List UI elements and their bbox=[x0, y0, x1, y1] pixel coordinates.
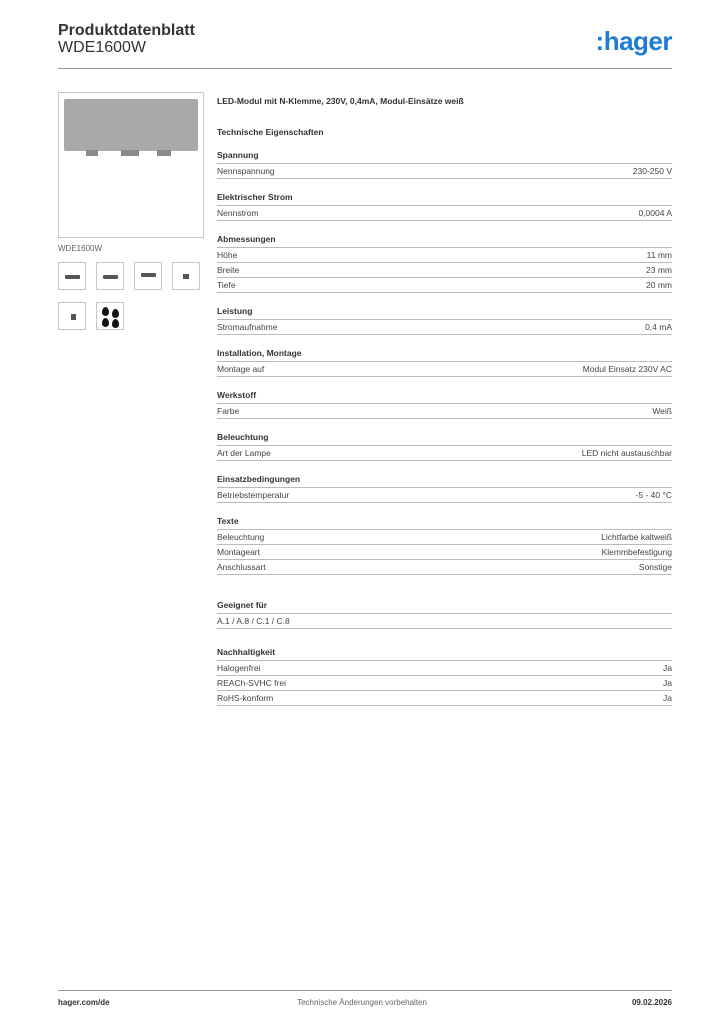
property-row bbox=[217, 248, 672, 263]
property-value: Modul Einsatz 230V AC bbox=[582, 364, 672, 374]
header-divider bbox=[58, 68, 672, 69]
property-label: Höhe bbox=[217, 250, 238, 260]
property-label: Halogenfrei bbox=[217, 663, 261, 673]
footer-date: 09.02.2026 bbox=[631, 998, 672, 1007]
section-title: Installation, Montage bbox=[217, 347, 672, 362]
property-value: 23 mm bbox=[646, 265, 672, 275]
property-row bbox=[217, 676, 672, 691]
property-row bbox=[217, 446, 672, 461]
suitable-value: A.1 / A.8 / C.1 / C.8 bbox=[217, 616, 290, 626]
property-value: 11 mm bbox=[646, 250, 672, 260]
property-row bbox=[217, 362, 672, 377]
product-image[interactable] bbox=[58, 92, 204, 238]
property-label: Betriebstemperatur bbox=[217, 490, 290, 500]
property-value: Klemmbefestigung bbox=[601, 547, 672, 557]
module-tab bbox=[157, 150, 171, 156]
product-description: LED-Modul mit N-Klemme, 230V, 0,4mA, Modul-Einsätze weiß bbox=[217, 96, 464, 106]
property-label: Stromaufnahme bbox=[217, 322, 278, 332]
property-label: Beleuchtung bbox=[217, 532, 265, 542]
section-title: Werkstoff bbox=[217, 389, 672, 404]
section-title: Einsatzbedingungen bbox=[217, 473, 672, 488]
side-view-icon[interactable] bbox=[134, 262, 162, 290]
property-label: RoHS-konform bbox=[217, 693, 274, 703]
property-row bbox=[217, 545, 672, 560]
property-value: Weiß bbox=[652, 406, 672, 416]
property-value: Ja bbox=[663, 678, 672, 688]
suitable-row bbox=[217, 614, 672, 629]
section-title: Spannung bbox=[217, 149, 672, 164]
property-row bbox=[217, 404, 672, 419]
sustainability-title: Nachhaltigkeit bbox=[217, 646, 672, 661]
property-label: Tiefe bbox=[217, 280, 236, 290]
property-row bbox=[217, 488, 672, 503]
top-view-icon[interactable] bbox=[96, 262, 124, 290]
detail-view-icon[interactable] bbox=[172, 262, 200, 290]
section-title: Leistung bbox=[217, 305, 672, 320]
page-title: Produktdatenblatt bbox=[58, 22, 195, 39]
property-label: REACh-SVHC frei bbox=[217, 678, 286, 688]
hager-logo[interactable]: :hager bbox=[595, 26, 672, 56]
sustainability-rows bbox=[217, 661, 672, 706]
property-value: Ja bbox=[663, 693, 672, 703]
property-row bbox=[217, 560, 672, 575]
property-row bbox=[217, 661, 672, 676]
module-tab bbox=[86, 150, 98, 156]
property-value: LED nicht austauschbar bbox=[581, 448, 672, 458]
property-value: Sonstige bbox=[638, 562, 672, 572]
section-title: Texte bbox=[217, 515, 672, 530]
property-row bbox=[217, 530, 672, 545]
suitable-title: Geeignet für bbox=[217, 599, 672, 614]
property-row bbox=[217, 320, 672, 335]
property-row bbox=[217, 691, 672, 706]
section-title: Abmessungen bbox=[217, 233, 672, 248]
module-tab bbox=[121, 150, 139, 156]
property-value: 0,0004 A bbox=[638, 208, 672, 218]
property-value: Lichtfarbe kaltweiß bbox=[601, 532, 672, 542]
property-label: Montage auf bbox=[217, 364, 265, 374]
property-label: Nennstrom bbox=[217, 208, 259, 218]
properties-heading: Technische Eigenschaften bbox=[217, 127, 324, 137]
property-label: Breite bbox=[217, 265, 240, 275]
property-row bbox=[217, 164, 672, 179]
property-sections bbox=[217, 149, 672, 575]
property-label: Art der Lampe bbox=[217, 448, 271, 458]
footer-divider bbox=[58, 990, 672, 991]
property-label: Nennspannung bbox=[217, 166, 275, 176]
connector-icon[interactable] bbox=[58, 302, 86, 330]
property-value: 20 mm bbox=[646, 280, 672, 290]
property-value: 230-250 V bbox=[632, 166, 672, 176]
property-label: Farbe bbox=[217, 406, 240, 416]
property-row bbox=[217, 206, 672, 221]
property-value: -5 - 40 °C bbox=[635, 490, 672, 500]
drops-icon[interactable] bbox=[96, 302, 124, 330]
technical-data bbox=[217, 96, 672, 706]
footer-website-link[interactable]: hager.com/de bbox=[58, 998, 110, 1007]
front-view-icon[interactable] bbox=[58, 262, 86, 290]
property-label: Montageart bbox=[217, 547, 260, 557]
led-module-shape bbox=[64, 99, 198, 151]
property-value: Ja bbox=[663, 663, 672, 673]
product-code: WDE1600W bbox=[58, 39, 147, 56]
property-row bbox=[217, 278, 672, 293]
image-caption: WDE1600W bbox=[58, 244, 103, 253]
footer-disclaimer: Technische Änderungen vorbehalten bbox=[297, 998, 427, 1007]
property-label: Anschlussart bbox=[217, 562, 266, 572]
section-title: Elektrischer Strom bbox=[217, 191, 672, 206]
property-value: 0,4 mA bbox=[645, 322, 672, 332]
section-title: Beleuchtung bbox=[217, 431, 672, 446]
property-row bbox=[217, 263, 672, 278]
